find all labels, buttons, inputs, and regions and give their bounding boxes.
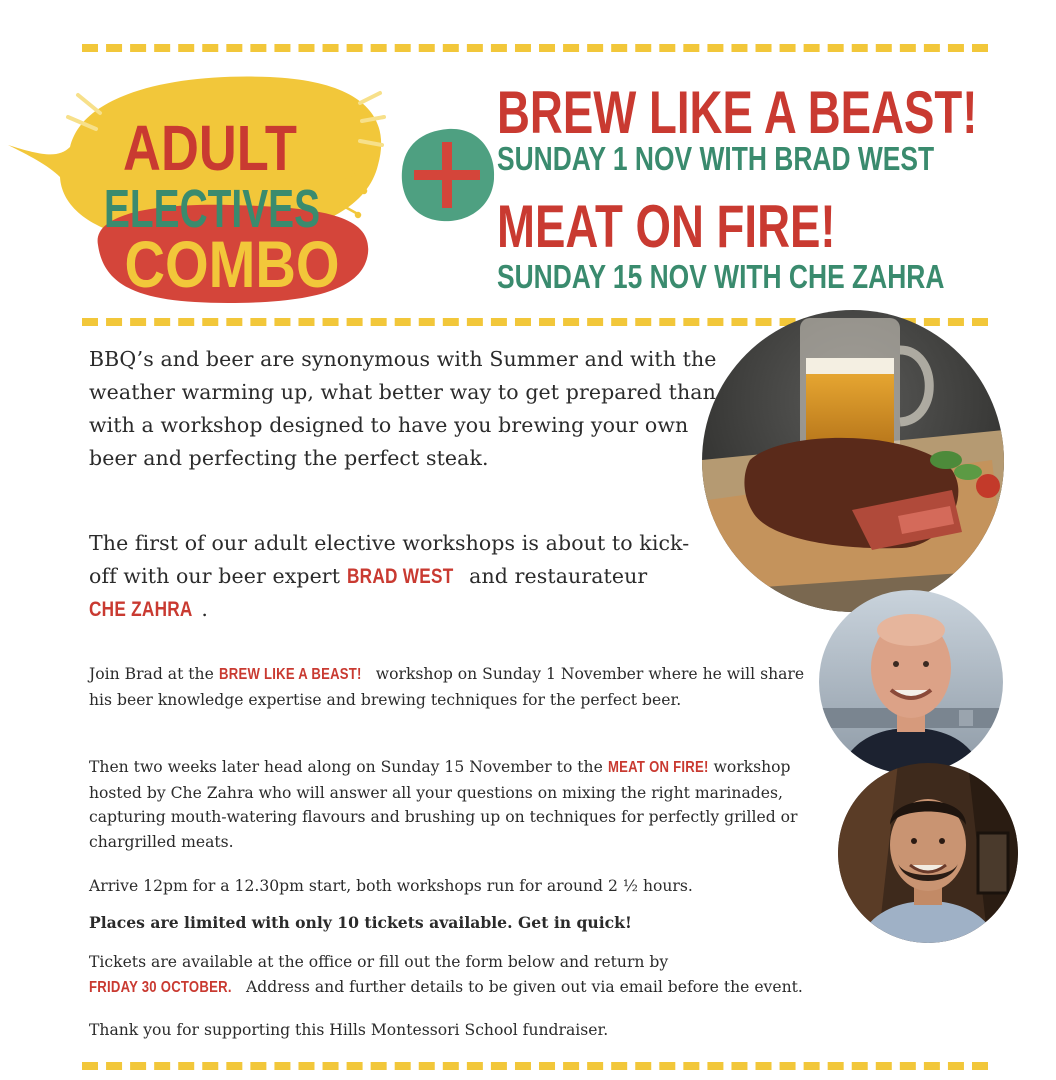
- detail-p1-text-b: workshop on Sunday 1 November where he will share his beer knowledge expertise and brewing techniques for the perfect beer.: [89, 665, 805, 709]
- event2-title: MEAT ON FIRE!: [497, 193, 836, 260]
- detail-paragraph-3: Arrive 12pm for a 12.30pm start, both workshops run for around 2 ½ hours.: [89, 877, 693, 895]
- che-zahra-highlight: CHE ZAHRA: [89, 598, 193, 621]
- logo-line-electives: ELECTIVES: [103, 177, 321, 239]
- detail-p5-text-b: Address and further details to be given out via email before the event.: [241, 977, 803, 996]
- che-zahra-photo: [838, 763, 1018, 943]
- detail-p1-text-a: Join Brad at the: [89, 665, 219, 683]
- detail-paragraph-5: [89, 950, 949, 1000]
- brad-west-highlight: BRAD WEST: [346, 565, 454, 588]
- detail-paragraph-1: [89, 662, 817, 712]
- deadline-highlight: FRIDAY 30 OCTOBER.: [89, 978, 232, 996]
- detail-p5-text-a: Tickets are available at the office or fill out the form below and return by: [89, 953, 669, 971]
- adult-electives-combo-logo: [0, 55, 400, 315]
- event2-subtitle: SUNDAY 15 NOV WITH CHE ZAHRA: [497, 258, 945, 295]
- intro-p2-text-a: The first of our adult elective workshops is about to kick-off with our beer expert: [89, 531, 690, 588]
- detail-p2-text-b: workshop hosted by Che Zahra who will answer all your questions on mixing the right marinades, capturing mouth-watering flavours and brushing up on techniques for perfectly grilled or chargrilled meats.: [89, 758, 798, 851]
- intro-paragraph-2: [89, 527, 699, 626]
- top-divider: [82, 44, 988, 52]
- event1-title: BREW LIKE A BEAST!: [497, 79, 978, 146]
- plus-icon: [398, 125, 498, 225]
- meat-on-fire-highlight: MEAT ON FIRE!: [607, 759, 709, 776]
- intro-paragraph-1: BBQ’s and beer are synonymous with Summer and with the weather warming up, what better way to get prepared than with a workshop designed to have you brewing your own beer and perfecting the perfect steak.: [89, 347, 717, 470]
- brew-like-a-beast-highlight: BREW LIKE A BEAST!: [218, 666, 362, 683]
- detail-paragraph-2: [89, 755, 834, 854]
- intro-p2-text-c: .: [201, 597, 208, 621]
- logo-line-combo: COMBO: [124, 227, 340, 302]
- brad-west-photo: [819, 590, 1003, 774]
- logo-line-adult: ADULT: [123, 113, 297, 185]
- event1-subtitle: SUNDAY 1 NOV WITH BRAD WEST: [497, 140, 935, 177]
- intro-p2-text-b: and restaurateur: [462, 564, 648, 588]
- beer-and-steak-photo: [702, 310, 1004, 612]
- detail-p2-text-a: Then two weeks later head along on Sunday 15 November to the: [89, 758, 608, 776]
- detail-paragraph-4: Places are limited with only 10 tickets available. Get in quick!: [89, 913, 632, 932]
- detail-paragraph-6: Thank you for supporting this Hills Montessori School fundraiser.: [89, 1021, 609, 1039]
- bottom-divider: [82, 1062, 988, 1070]
